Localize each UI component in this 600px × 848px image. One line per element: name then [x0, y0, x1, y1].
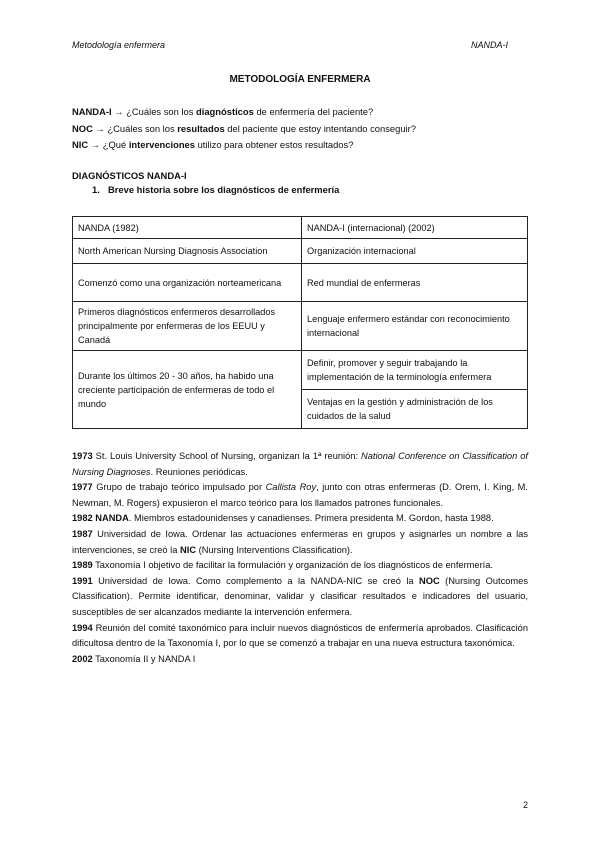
timeline-text: Universidad de Iowa. Como complemento a la NANDA-NIC se creó la: [92, 575, 420, 586]
timeline-year: 1989: [72, 560, 93, 571]
timeline-bold: NANDA: [92, 513, 129, 524]
timeline-entry: [72, 480, 528, 511]
timeline-text: (Nursing Interventions Classification).: [196, 544, 353, 555]
table-header: NANDA-I (internacional) (2002): [302, 217, 528, 239]
header-left: Metodología enfermera: [72, 40, 166, 50]
question-keyword: diagnósticos: [196, 106, 254, 117]
table-cell: Lenguaje enfermero estándar con reconocimiento internacional: [302, 302, 528, 351]
question-term: NIC: [72, 139, 89, 150]
table-row: [73, 302, 528, 351]
table-row: [73, 239, 528, 264]
timeline: [72, 449, 528, 667]
timeline-year: 1973: [72, 451, 93, 461]
table-cell: Definir, promover y seguir trabajando la implementación de la terminología enfermera: [302, 351, 528, 390]
timeline-year: 2002: [72, 653, 93, 664]
timeline-bold: NOC: [419, 575, 440, 586]
timeline-year: 1994: [72, 622, 93, 633]
timeline-text: Universidad de Iowa. Ordenar las actuaciones enfermeras en grupos y asignarles un nombre a las intervenciones, se creó la: [72, 528, 528, 555]
table-cell: Red mundial de enfermeras: [302, 264, 528, 302]
table-cell: Comenzó como una organización norteamericana: [73, 264, 302, 302]
timeline-year: 1982: [72, 513, 93, 524]
question-term: NANDA-I: [72, 106, 112, 117]
arrow: →: [111, 106, 127, 117]
table-cell: Ventajas en la gestión y administración de los cuidados de la salud: [302, 390, 528, 429]
question-text: ¿Cuáles son los: [107, 123, 178, 134]
table-cell: Organización internacional: [302, 239, 528, 264]
timeline-entry: [72, 558, 528, 574]
timeline-text: Grupo de trabajo teórico impulsado por: [92, 482, 266, 493]
timeline-italic: Callista Roy: [265, 482, 317, 493]
timeline-text: Reunión del comité taxonómico para incluir nuevos diagnósticos de enfermería aprobados. Clasificación dificultosa dentro de la Taxonomía I, por lo que se comenzó a trabajar en una nueva estructura taxonómica.: [72, 622, 528, 649]
header-right: NANDA-I: [470, 40, 508, 50]
timeline-italic: National Conference on Classification of Nursing Diagnoses: [72, 451, 528, 477]
timeline-entry: [72, 652, 528, 668]
timeline-text: (Nursing Outcomes Classification). Permite identificar, denominar, validar y clasificar resultados e indicadores del usuario, susceptibles de ser alcanzados mediante la intervención enfermera.: [72, 575, 528, 617]
question-term: NOC: [72, 123, 93, 134]
question-text: ¿Cuáles son los: [126, 106, 197, 117]
timeline-entry: [72, 621, 528, 652]
table-header: NANDA (1982): [73, 217, 302, 239]
question-nic: [72, 139, 353, 150]
timeline-year: 1977: [72, 482, 93, 493]
subsection-text: Breve historia sobre los diagnósticos de enfermería: [108, 184, 340, 195]
timeline-entry: [72, 527, 528, 558]
page-number: 2: [522, 800, 528, 810]
timeline-entry: [72, 511, 528, 527]
table-header-row: [73, 217, 528, 239]
timeline-year: 1987: [72, 528, 93, 539]
question-text: utilizo para obtener estos resultados?: [194, 139, 354, 150]
timeline-text: Taxonomía I objetivo de facilitar la formulación y organización de los diagnósticos de enfermería.: [92, 560, 494, 571]
timeline-text: Taxonomía II y NANDA I: [92, 653, 196, 664]
question-text: ¿Qué: [102, 139, 129, 150]
timeline-text: , junto con otras enfermeras (D. Orem, I. King, M. Newman, M. Rogers) expusieron el marco teórico para los llamados patrones funcionales.: [72, 482, 529, 508]
question-keyword: resultados: [177, 123, 225, 134]
table-cell: Primeros diagnósticos enfermeros desarrollados principalmente por enfermeras de los EEUU y Canadá: [73, 302, 302, 351]
question-text: de enfermería del paciente?: [253, 106, 374, 117]
question-text: del paciente que estoy intentando conseguir?: [224, 123, 416, 134]
timeline-text: . Reuniones periódicas.: [150, 466, 248, 477]
table-cell: Durante los últimos 20 - 30 años, ha habido una creciente participación de enfermeras de todo el mundo: [73, 351, 302, 429]
section-title: DIAGNÓSTICOS NANDA-I: [72, 170, 187, 181]
question-keyword: intervenciones: [128, 139, 195, 150]
timeline-text: St. Louis University School of Nursing, organizan la 1ª reunión:: [92, 451, 362, 461]
question-noc: [72, 123, 416, 134]
question-nanda: [72, 106, 373, 117]
timeline-text: . Miembros estadounidenses y canadienses. Primera presidenta M. Gordon, hasta 1988.: [128, 513, 494, 524]
timeline-entry: [72, 449, 528, 480]
timeline-bold: NIC: [180, 544, 197, 555]
subsection-number: 1.: [92, 184, 100, 195]
table-row: [73, 264, 528, 302]
table-cell: North American Nursing Diagnosis Association: [73, 239, 302, 264]
comparison-table: [72, 216, 528, 429]
arrow: →: [88, 139, 103, 150]
table-row: [73, 351, 528, 390]
timeline-year: 1991: [72, 575, 93, 586]
arrow: →: [92, 123, 108, 134]
subsection-title: [92, 184, 339, 195]
page-title: METODOLOGÍA ENFERMERA: [229, 74, 371, 85]
timeline-entry: [72, 574, 528, 621]
